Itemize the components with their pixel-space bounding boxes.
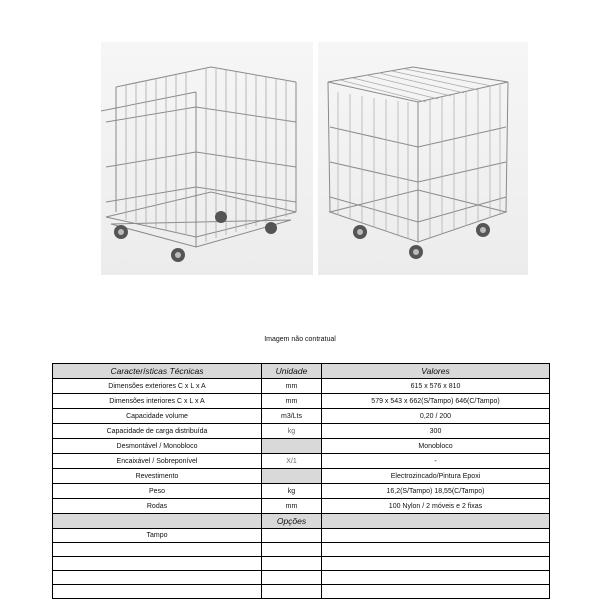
feature-cell: Dimensões interiores C x L x A [53,394,262,409]
option-row [53,529,550,543]
option-unit-cell [262,529,322,543]
unit-cell: mm [262,379,322,394]
option-cell [53,571,262,585]
table-row [53,379,550,394]
feature-cell: Capacidade de carga distribuída [53,424,262,439]
table-row [53,469,550,484]
table-row [53,424,550,439]
table-row [53,454,550,469]
image-disclaimer-caption: Imagem não contratual [264,336,336,343]
lidded-cage-trolley-photo [318,42,528,275]
technical-specs-table [52,363,550,599]
feature-cell: Rodas [53,499,262,514]
unit-cell [262,439,322,454]
option-unit-cell [262,571,322,585]
value-cell: 615 x 576 x 810 [322,379,550,394]
table-row [53,394,550,409]
value-cell: 16,2(S/Tampo) 18,55(C/Tampo) [322,484,550,499]
option-cell: Tampo [53,529,262,543]
value-cell: 0,20 / 200 [322,409,550,424]
option-value-cell [322,557,550,571]
option-unit-cell [262,543,322,557]
unit-cell: kg [262,424,322,439]
value-cell: 579 x 543 x 662(S/Tampo) 646(C/Tampo) [322,394,550,409]
table-row [53,484,550,499]
option-cell [53,557,262,571]
unit-cell: mm [262,499,322,514]
unit-cell: mm [262,394,322,409]
value-cell: Electrozincado/Pintura Epoxi [322,469,550,484]
value-cell: 100 Nylon / 2 móveis e 2 fixas [322,499,550,514]
feature-cell: Revestimento [53,469,262,484]
unit-cell [262,469,322,484]
option-cell [53,585,262,599]
value-cell: - [322,454,550,469]
unit-cell: kg [262,484,322,499]
value-cell: Monobloco [322,439,550,454]
table-header-row [53,364,550,379]
feature-cell: Peso [53,484,262,499]
option-value-cell [322,585,550,599]
header-values: Valores [322,364,550,379]
feature-cell: Capacidade volume [53,409,262,424]
options-header: Opções [262,514,322,529]
option-cell [53,543,262,557]
feature-cell: Dimensões exteriores C x L x A [53,379,262,394]
options-header-blank [53,514,262,529]
option-row [53,543,550,557]
table-row [53,499,550,514]
table-row [53,409,550,424]
unit-cell: m3/Lts [262,409,322,424]
open-cage-trolley-photo [101,42,313,275]
header-unit: Unidade [262,364,322,379]
header-features: Características Técnicas [53,364,262,379]
option-unit-cell [262,585,322,599]
option-unit-cell [262,557,322,571]
option-value-cell [322,543,550,557]
options-header-row [53,514,550,529]
feature-cell: Encaixável / Sobreponível [53,454,262,469]
feature-cell: Desmontável / Monobloco [53,439,262,454]
option-row [53,557,550,571]
option-row [53,571,550,585]
option-row [53,585,550,599]
value-cell: 300 [322,424,550,439]
options-header-blank [322,514,550,529]
table-row [53,439,550,454]
option-value-cell [322,571,550,585]
unit-cell: X/1 [262,454,322,469]
option-value-cell [322,529,550,543]
